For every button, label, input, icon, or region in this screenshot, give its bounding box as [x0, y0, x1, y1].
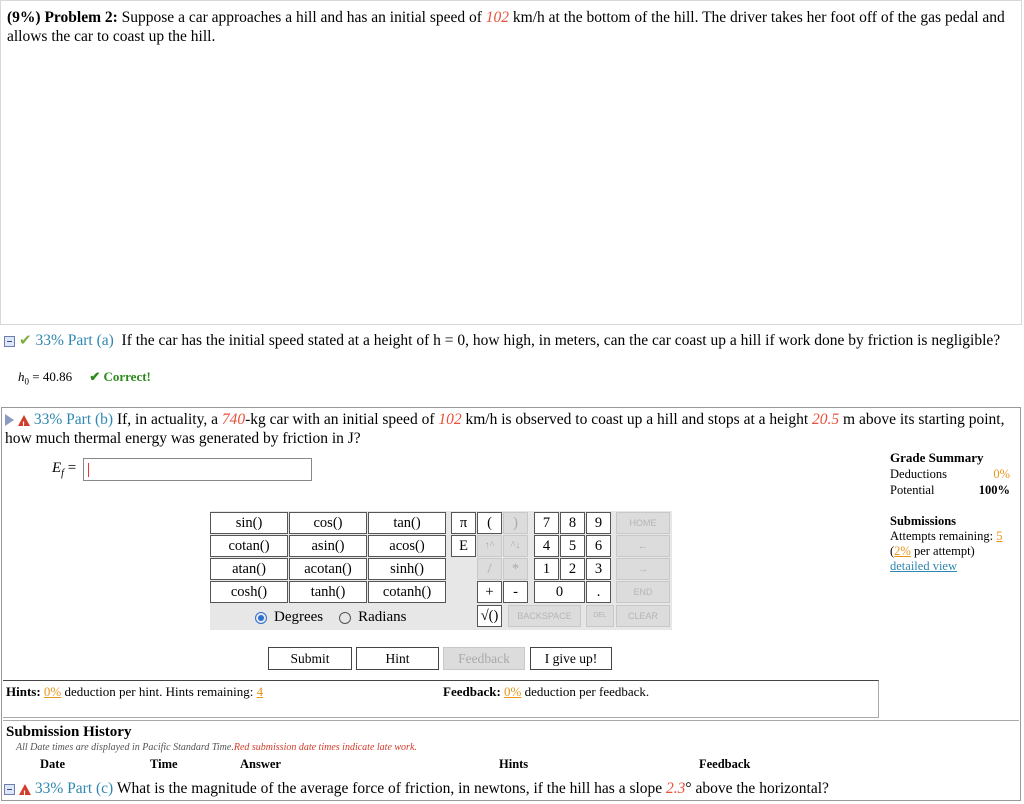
- digit-4-button[interactable]: 4: [534, 535, 559, 557]
- slash-button[interactable]: /: [477, 558, 502, 580]
- digit-3-button[interactable]: 3: [586, 558, 611, 580]
- detailed-view-link[interactable]: detailed view: [890, 559, 957, 573]
- part-a-answer: [18, 369, 151, 387]
- part-b-question: [5, 410, 1015, 448]
- home-button[interactable]: HOME: [616, 512, 670, 534]
- hints-remaining: 4: [256, 684, 264, 699]
- cotanh-button[interactable]: cotanh(): [368, 581, 446, 603]
- slope-value: 2.3: [666, 780, 686, 797]
- problem-weight: (9%): [7, 9, 41, 26]
- end-button[interactable]: END: [616, 581, 670, 603]
- problem-text-2: km/h at the bottom of the hill. The driver takes her foot off of the gas pedal and allows the car to coast up the hill.: [7, 9, 1005, 45]
- ef-subscript: f: [61, 468, 64, 479]
- part-c-text-1: What is the magnitude of the average force of friction, in newtons, if the hill has a slope: [116, 780, 663, 797]
- history-col-time: Time: [150, 757, 178, 771]
- part-b-text-1: If, in actuality, a: [116, 411, 218, 428]
- del-button[interactable]: DEL: [586, 605, 614, 627]
- part-c-percent: 33%: [34, 780, 64, 797]
- history-col-hints: Hints: [499, 757, 529, 771]
- ef-equals: =: [67, 460, 77, 476]
- radians-label: Radians: [358, 609, 407, 625]
- correct-status: ✔ Correct!: [89, 369, 151, 384]
- pi-button[interactable]: π: [451, 512, 476, 534]
- radians-radio[interactable]: [339, 612, 351, 624]
- warning-icon: [19, 784, 31, 795]
- acotan-button[interactable]: acotan(): [289, 558, 367, 580]
- digit-6-button[interactable]: 6: [586, 535, 611, 557]
- history-col-date: Date: [40, 757, 65, 771]
- acos-button[interactable]: acos(): [368, 535, 446, 557]
- answer-label: [52, 460, 76, 479]
- part-b-text-4: m above its starting point, how much thermal energy was generated by friction in J?: [5, 411, 1005, 447]
- submissions-title: Submissions: [890, 514, 957, 528]
- part-c: [4, 779, 1014, 798]
- sinh-button[interactable]: sinh(): [368, 558, 446, 580]
- per-attempt-text: per attempt): [913, 544, 975, 558]
- history-note-text: All Date times are displayed in Pacific Standard Time.: [16, 742, 234, 753]
- hints-label: Hints:: [6, 684, 41, 699]
- initial-speed-value: 102: [485, 9, 510, 26]
- height-value: 20.5: [812, 411, 840, 428]
- sqrt-button[interactable]: √(): [477, 605, 502, 627]
- history-note-red: Red submission date times indicate late work.: [233, 742, 417, 753]
- grade-summary-title: Grade Summary: [890, 450, 984, 465]
- history-note: [16, 742, 417, 753]
- digit-2-button[interactable]: 2: [560, 558, 585, 580]
- answer-symbol: h: [18, 369, 25, 384]
- atan-button[interactable]: atan(): [210, 558, 288, 580]
- sin-button[interactable]: sin(): [210, 512, 288, 534]
- hints-pct: 0%: [43, 684, 62, 699]
- check-icon: ✔: [19, 332, 32, 349]
- hint-button[interactable]: Hint: [356, 647, 439, 670]
- speed-value: 102: [438, 411, 462, 428]
- digit-8-button[interactable]: 8: [560, 512, 585, 534]
- hints-info: [6, 684, 263, 700]
- problem-text-1: Suppose a car approaches a hill and has an initial speed of: [121, 9, 482, 26]
- collapse-icon[interactable]: [4, 336, 15, 347]
- number-keypad: [450, 511, 672, 630]
- mass-value: 740: [221, 411, 246, 428]
- problem-statement: [7, 8, 1017, 46]
- asin-button[interactable]: asin(): [289, 535, 367, 557]
- close-paren-button[interactable]: ): [503, 512, 528, 534]
- history-col-answer: Answer: [240, 757, 281, 771]
- up-arrow-button[interactable]: ↑^: [477, 535, 502, 557]
- warning-icon: [18, 415, 30, 426]
- open-paren-button[interactable]: (: [477, 512, 502, 534]
- potential-label: Potential: [890, 483, 935, 497]
- degrees-radio[interactable]: [255, 612, 267, 624]
- attempts-label: Attempts remaining:: [890, 529, 994, 543]
- digit-9-button[interactable]: 9: [586, 512, 611, 534]
- tanh-button[interactable]: tanh(): [289, 581, 367, 603]
- caret-button[interactable]: ^↓: [503, 535, 528, 557]
- angle-mode-selector: [210, 605, 450, 630]
- hints-text: deduction per hint. Hints remaining:: [64, 684, 254, 699]
- attempts-value: 5: [996, 529, 1003, 543]
- digit-1-button[interactable]: 1: [534, 558, 559, 580]
- backspace-button[interactable]: BACKSPACE: [508, 605, 581, 627]
- feedback-button[interactable]: Feedback: [443, 647, 525, 670]
- feedback-info: [443, 684, 649, 700]
- submit-button[interactable]: Submit: [268, 647, 352, 670]
- part-c-label: Part (c): [67, 780, 114, 797]
- part-b-label: Part (b): [66, 411, 114, 428]
- part-b-percent: 33%: [33, 411, 63, 428]
- grade-summary: [890, 450, 1010, 498]
- feedback-label: Feedback:: [443, 684, 501, 699]
- part-a-percent: 33%: [35, 332, 64, 349]
- cotan-button[interactable]: cotan(): [210, 535, 288, 557]
- cosh-button[interactable]: cosh(): [210, 581, 288, 603]
- blank-key: [451, 558, 476, 580]
- per-attempt-pct: 2%: [894, 544, 911, 558]
- feedback-pct: 0%: [504, 684, 522, 699]
- degrees-label: Degrees: [274, 609, 324, 625]
- deductions-value: 0%: [993, 467, 1010, 481]
- answer-subscript: 0: [24, 376, 29, 387]
- potential-value: 100%: [978, 483, 1010, 497]
- tan-button[interactable]: tan(): [368, 512, 446, 534]
- feedback-text: deduction per feedback.: [524, 684, 650, 699]
- collapse-icon[interactable]: [4, 784, 15, 795]
- clear-button[interactable]: CLEAR: [616, 605, 670, 627]
- e-button[interactable]: E: [451, 535, 476, 557]
- digit-7-button[interactable]: 7: [534, 512, 559, 534]
- part-a: [4, 331, 1014, 350]
- submissions-summary: Submissions Attempts remaining: 5 (2% per attempt) detailed view: [890, 514, 1015, 574]
- plus-button[interactable]: +: [477, 581, 502, 603]
- answer-value: = 40.86: [32, 369, 73, 384]
- give-up-button[interactable]: I give up!: [530, 647, 612, 670]
- answer-input[interactable]: [83, 458, 312, 481]
- history-col-feedback: Feedback: [699, 757, 751, 771]
- part-b-text-2: -kg car with an initial speed of: [245, 411, 435, 428]
- text-caret: [88, 463, 89, 477]
- digit-0-button[interactable]: 0: [534, 581, 585, 603]
- ef-symbol: E: [52, 460, 62, 476]
- star-button[interactable]: *: [503, 558, 528, 580]
- digit-5-button[interactable]: 5: [560, 535, 585, 557]
- history-title: Submission History: [6, 724, 132, 740]
- dot-button[interactable]: .: [586, 581, 611, 603]
- expand-triangle-icon[interactable]: [5, 414, 14, 426]
- problem-panel: [0, 0, 1022, 325]
- deductions-label: Deductions: [890, 467, 947, 481]
- cos-button[interactable]: cos(): [289, 512, 367, 534]
- part-a-question: If the car has the initial speed stated at a height of h = 0, how high, in meters, can the car coast up a hill if work done by friction is negligible?: [121, 332, 1001, 349]
- right-arrow-button[interactable]: →: [616, 558, 670, 580]
- part-a-label: Part (a): [67, 332, 114, 349]
- part-c-text-2: ° above the horizontal?: [685, 780, 829, 797]
- left-arrow-button[interactable]: ←: [616, 535, 670, 557]
- part-b-text-3: km/h is observed to coast up a hill and stops at a height: [465, 411, 809, 428]
- problem-label: Problem 2:: [44, 9, 118, 26]
- minus-button[interactable]: -: [503, 581, 528, 603]
